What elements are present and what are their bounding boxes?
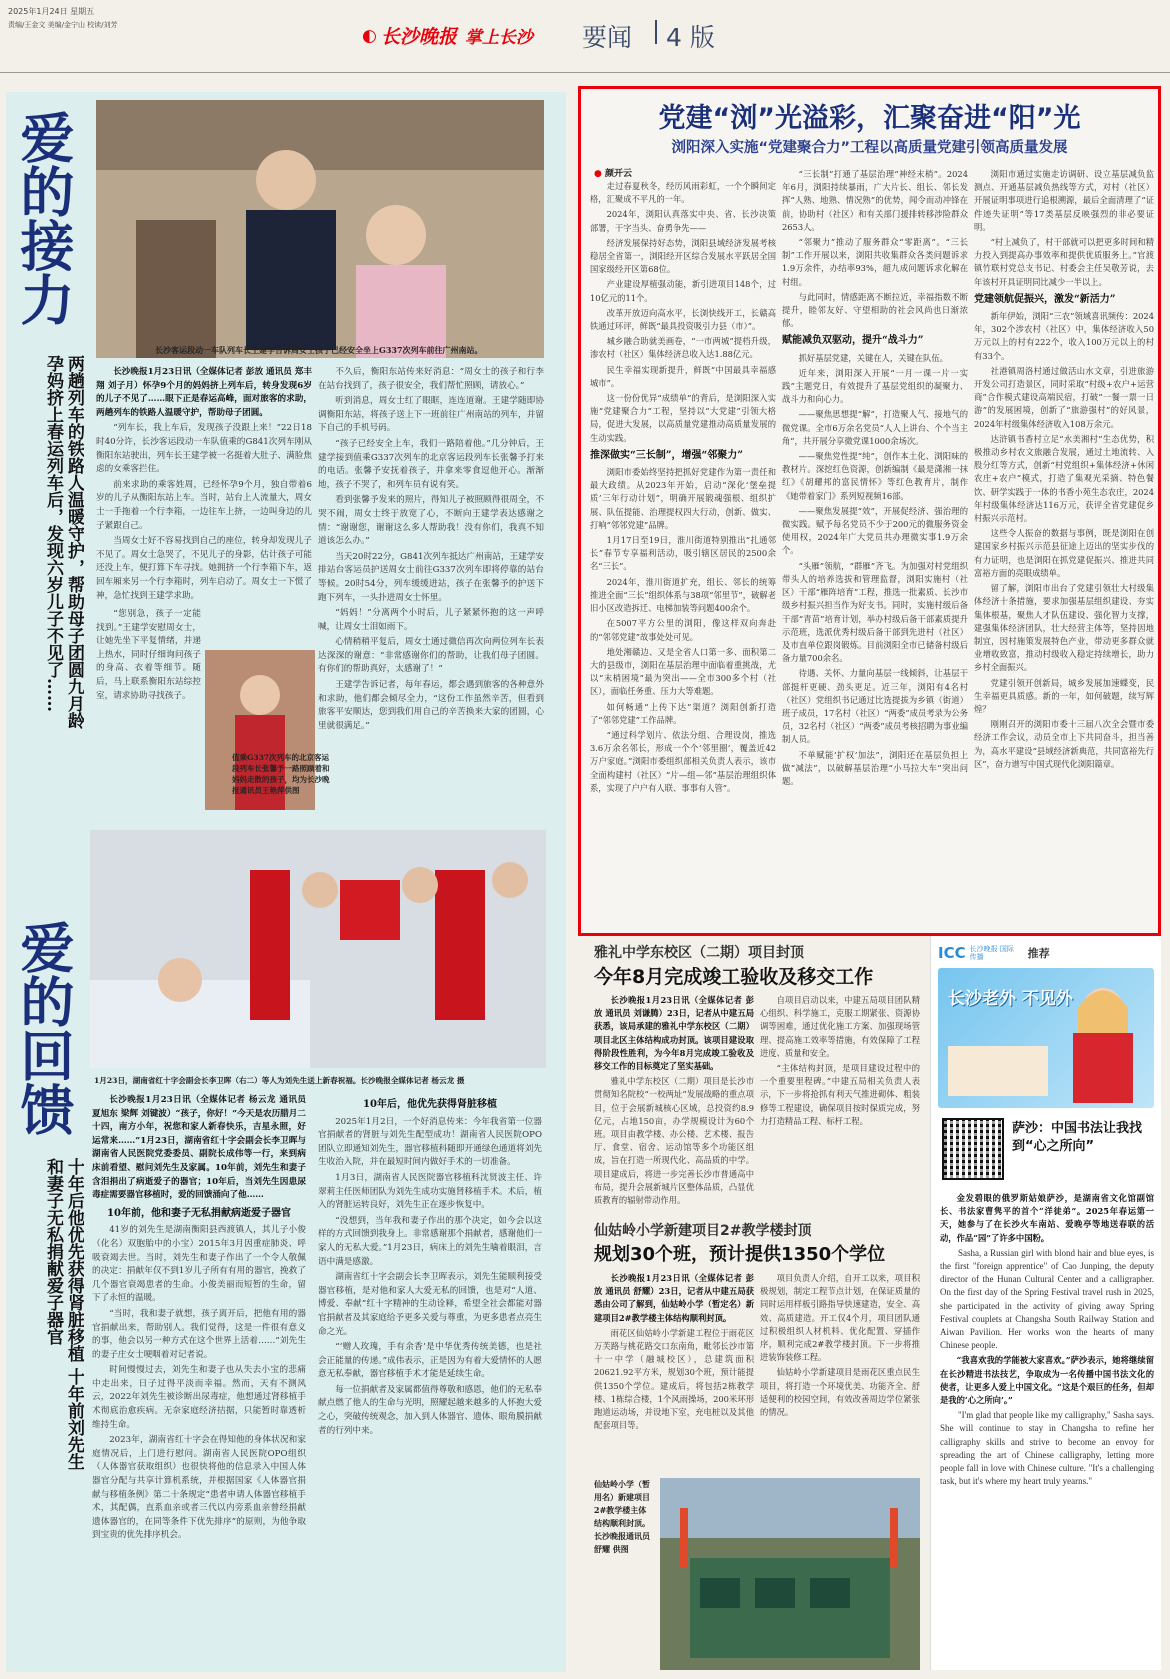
featured-p35: 刚刚召开的浏阳市委十三届八次全会暨市委经济工作会议，动员全市上下共同奋斗，担当善为，高水平建设“县域经济新典范，共同富裕先行区”，奋力谱写中国式现代化浏阳篇章。: [974, 719, 1154, 769]
featured-col2: [782, 168, 968, 928]
story1-p5: “您别急，孩子一定能找到。”王建学安慰周女士，让她先坐下平复情绪，并递上热水，同时仔细询问孩子的身高、衣着等细节。随后，马上联系衡阳东站综控室，请求协助寻找孩子。: [96, 609, 201, 701]
page-number: 4 版: [666, 23, 715, 52]
photo1b-caption: 值乘G337次列车的北京客运段列车长张馨予一路照顾着和妈妈走散的孩子，均为长沙晚报通讯员王艳萍供图: [232, 753, 330, 795]
promo-body: [940, 1192, 1154, 1668]
banner-title: 长沙老外 不见外: [948, 989, 1073, 1009]
story1-p10: 当天20时22分，G841次列车抵达广州南站，王建学安排站台客运员护送周女士前往G337次列车即将停靠的站台等候。20时54分，列车缓缓进站，孩子在张馨予的护送下跑下列车，一头扑进周女士怀里。: [318, 551, 544, 603]
featured-p14: 如何畅通“上传下达”渠道？浏阳创新打造了“邻邻党建”工作品牌。: [590, 701, 776, 725]
promo-brand-row: [938, 944, 1050, 962]
story2-p8: “没想到，当年我和妻子作出的那个决定，如今会以这样的方式回馈到我身上。非常感谢那个捐献者，感谢他们一家人的无私大爱。”1月23日，病床上的刘先生噙着眼泪，言语中满是感激。: [318, 1215, 542, 1267]
yali-col1: [594, 994, 754, 1208]
logo-sub: 掌上长沙: [464, 28, 533, 48]
featured-p1: 走过春夏秋冬，经历风雨彩虹，一个个瞬间定格，汇聚成不平凡的一年。: [590, 181, 776, 205]
header-separator: [655, 20, 657, 44]
promo-tag: 推荐: [1027, 947, 1050, 960]
byline-dot-icon: ●: [594, 169, 602, 179]
featured-p34: 党建引领开创新局，城乡发展加速蝶变，民生幸福更具质感。新的一年，如何破题，续写辉煌？: [974, 677, 1154, 714]
yali-col2: [760, 994, 920, 1208]
story1-p2: “列车长，我上车后，发现孩子没跟上来！”22日18时40分许，长沙客运段动一车队值乘的G841次列车刚从衡阳东站驶出，列车长王建学被一名挺着大肚子、满脸焦虑的女乘客拦住。: [96, 423, 312, 475]
featured-p24: “头雁”领航，“群雁”齐飞。为加强对村党组织带头人的培养选拔和管理监督，浏阳实施村（社区）干部“雁阵培育”工程，推选一批素质、长沙市级乡村振兴担当作为好支书。同时，实施村级后备干部“青苗”培育计划，举办村级后备干部素质提升示范班，选派优秀村级后备干部到先进村（社区）及市直单位跟岗锻炼。目前浏阳全市已储备村级后备力量700余名。: [782, 560, 968, 664]
header-rule: [0, 72, 1170, 73]
story2-p4: 时间慢慢过去，刘先生和妻子也从失去小宝的悲痛中走出来，日子过得平淡而幸福。然而，天有不测风云，2022年刘先生被诊断出尿毒症，他想通过肾移植手术彻底治愈疾病。无奈家庭经济拮据，只能暂时靠透析维持生命。: [92, 1365, 306, 1430]
featured-col1: [590, 180, 776, 928]
photo2-caption: 1月23日，湖南省红十字会副会长李卫晖（右二）等人为刘先生送上新春祝福。长沙晚报全媒体记者 杨云龙 摄: [94, 1076, 465, 1085]
story2-col2: [318, 1094, 542, 1664]
xiangu-p4: 仙姑岭小学新建项目是雨花区重点民生项目，将打造一个环境优美、功能齐全、舒适便利的校园空间，有效改善周边学位紧张的情况。: [760, 1367, 920, 1418]
featured-p13: 地处湘赣边、又是全省人口第一多、面积第二大的县级市，浏阳在基层治理中面临着重挑战，尤以“末梢困境”最为突出——全市300多个村（社区），面临任务重、压力大等难题。: [590, 646, 776, 697]
featured-col3: [974, 168, 1154, 928]
featured-p11: 2024年，淮川街道扩充，组长、邻长的统筹推进全面“三长”组织体系与38项“邻里节”，破解老旧小区改造拆迁、电梯加装等问题400余个。: [590, 576, 776, 614]
yali-lead: 长沙晚报1月23日讯（全媒体记者 彭放 通讯员 刘谦腾）23日，记者从中建五局获悉，该局承建的雅礼中学东校区（二期）项目北区主体结构成功封顶。该项目建设取得阶段性胜利，为今年8月完成竣工验收及移交工作的目标奠定了坚实基础。: [594, 995, 754, 1072]
story2-title: 爱的回馈: [12, 920, 76, 1136]
story2-col1: [92, 1094, 306, 1664]
promo-en-p1: Sasha, a Russian girl with blond hair and blue eyes, is the first "foreign apprentice" of Cao Junping, the deputy director of the Hunan Cultural Center and a calligrapher. On the first day of the Spring Festival travel rush in 2025, she participated in the activity of giving away Spring Festival couplets at Changsha South Railway Station and Aiwan Pavilion. Her works won the hearts of many Chinese people.: [940, 1247, 1154, 1351]
yali-p2: 雅礼中学东校区（二期）项目是长沙市贯彻知名院校“一校两址”发展战略的重点项目，位于会展新城核心区域，总投资约8.9亿元，占地150亩，办学规模设计为60个班。项目由教学楼、办公楼、艺术楼、报告厅、食堂、宿舍、运动馆等多个功能区组成，旨在打造一所现代化、高品质的中学。项目建成后，将进一步完善长沙市普通高中布局，提升会展新城片区整体品质，凸显优质教育的辐射带动作用。: [594, 1076, 754, 1206]
featured-p6: 城乡融合助就美画卷，“一市两城”提档升级，渗农村（社区）集体经济总收入达1.88亿元。: [590, 336, 776, 360]
featured-p20: 近年来，浏阳深入开展“一月一课一片一实践”主题党日，有效提升了基层党组织的凝聚力、战斗力和向心力。: [782, 367, 968, 405]
featured-p2: 2024年，浏阳认真落实中央、省、长沙决策部署，干字当头、奋勇争先——: [590, 209, 776, 233]
story2-p5: 2023年，湖南省红十字会在得知他的身体状况和家庭情况后，上门进行慰问。湖南省人民医院OPO组织（人体器官获取组织）也很快将他的信息录入中国人体器官分配与共享计算机系统，并根据国家《人体器官捐献与移植条例》第二十条规定“患者申请人体器官移植手术，其配偶，直系血亲或者三代以内旁系血亲曾经捐献遗体器官的，在同等条件下优先排序”的原则，为他争取到宝贵的优先排序机会。: [92, 1435, 306, 1541]
photo1-caption: 长沙客运段动一车队列车长王建学告诉周女士孩子已经安全坐上G337次列车前往广州南站。: [155, 345, 483, 355]
featured-p32: 这些令人振奋的数据与事例，既是浏阳在创建国家乡村振兴示范县征途上迈出的坚实步伐的有力证明，也是浏阳在抓党建促振兴、推进共同富裕方面的亮眼成绩单。: [974, 528, 1154, 578]
featured-p22: ——聚焦党性提“纯”，创作本土化、浏阳味的教材片。深挖红色资源，创新编制《最是潇湘一抹红》《胡耀邦的富民情怀》等红色教育片，制作《她带着家门》系列短视频16部。: [782, 451, 968, 501]
yali-p3: 自项目启动以来，中建五局项目团队精心组织、科学施工，克服工期紧张、资源协调等困难，通过优化施工方案、加强现场管理、提高施工效率等措施，有效保障了工程进度、质量和安全。: [760, 995, 920, 1058]
featured-p26: 不单赋能‘扩权’加法”，浏阳还在基层负担上做“减法”，以破解基层治理“小马拉大车”突出问题。: [782, 749, 968, 786]
story2-p9: 湖南省红十字会副会长李卫晖表示，刘先生能顺利接受器官移植，是对他和家人大爱无私的回馈，也是对“人道、博爱、奉献”红十字精神的生动诠释，希望全社会都能对器官捐献者及其家庭给予更多关爱与尊重，为更多患者点亮生命之光。: [318, 1272, 542, 1337]
story1-p6: 不久后，衡阳东站传来好消息：“周女士的孩子和行李在站台找到了，孩子很安全，我们帮忙照顾，请放心。”: [318, 367, 544, 391]
xiangu-kicker: 仙姑岭小学新建项目2#教学楼封顶: [594, 1223, 812, 1239]
promo-banner[interactable]: [938, 968, 1154, 1108]
featured-p31: 达浒镇书香村立足“水美湘村”生态优势，积极推动乡村农文旅融合发展，通过土地流转、入股分红等方式，创新“村党组织+集体经济+休闲农庄+农户”模式，打造了集观光采摘、特色餐饮、研学实践于一体的书香小苑生态农庄，2024年村级集体经济达116万元，获评全省党建促乡村振兴示范村。: [974, 433, 1154, 524]
story2-p7: 1月3日，湖南省人民医院器官移植科沈贤波主任、许翠莉主任医师团队为刘先生成功实施肾移植手术。术后，植入的肾脏运转良好，刘先生正在逐步恢复中。: [318, 1172, 542, 1211]
story1-p12: 心情稍稍平复后，周女士通过微信再次向两位列车长表达深深的谢意：“非常感谢你们的帮助，让我们母子团圆。有你们的帮助真好，太感谢了！”: [318, 637, 544, 675]
yali-title: 今年8月完成竣工验收及移交工作: [594, 966, 874, 988]
masthead-logo: [362, 22, 533, 49]
hospital-photo: [90, 830, 546, 1068]
featured-p16: “三长制”打通了基层治理“神经末梢”。2024年6月，浏阳持续暴雨，广大片长、组长、邻长发挥“人熟、地熟、情况熟”的优势，闻令而动冲锋在前，协助村（社区）和有关部门援排转移涉险群众2653人。: [782, 169, 968, 232]
promo-brand: 长沙晚报 国际传播: [969, 945, 1014, 961]
section-name: 要闻: [582, 23, 633, 52]
story1-title: 爱的接力: [12, 110, 76, 326]
featured-byline: [594, 166, 632, 179]
header-date: 2025年1月24日 星期五: [8, 7, 95, 16]
story1-col2: [318, 366, 544, 750]
story1-lead: 长沙晚报1月23日讯（全媒体记者 彭放 通讯员 郑丰翔 刘子月）怀孕9个月的妈妈挤上列车后，转身发现6岁的儿子不见了……眼下正是春运高峰，面对旅客的求助，两趟列车的铁路人温暖守护，帮助母子团圆。: [96, 367, 312, 418]
story2-p2: 41岁的刘先生是湖南衡阳县西渡镇人，其儿子小俊（化名）双胞胎中的小宝）2015年3月因重症肺炎、呼吸衰竭去世。当时，刘先生和妻子作出了一个令人敬佩的决定：捐献年仅不到1岁儿子所有有用的器官，挽救了几个器官衰竭患者的生命。小俊美丽而短暂的生命，留下了永恒的温暖。: [92, 1225, 306, 1304]
featured-p28: “村上减负了，村干部就可以把更多时间和精力投入到提高办事效率和提供优质服务上。”官渡镇竹联村党总支书记、村委会主任吴敬芳说，去年该村开具证明同比减少一半以上。: [974, 237, 1154, 287]
header-editors: 责编/王金文 美编/金宁山 校读/刘芳: [8, 21, 118, 29]
featured-p10: 1月17日至19日，淮川街道特别推出“扎通邻长”春节专享福利活动，吸引辖区居民的2500余名“三长”。: [590, 535, 776, 572]
featured-p30: 社港镇周洛村通过做活山水文章，引进旅游开发公司打造景区，同时采取“村级+农户+运营商”合作模式建设高端民宿，打破“一餐一票一日游”的发展困境，创新了“旅游强村”的好风景，2024年村级集体经济收入108万余元。: [974, 365, 1154, 429]
story1-col1b: [96, 608, 201, 753]
xiangu-col1: [594, 1272, 754, 1472]
story2-p6: 2025年1月2日，一个好消息传来：今年我省第一位器官捐献者的肾脏与刘先生配型成功！湖南省人民医院OPO团队立即通知刘先生，器官移植科随即开通绿色通道将刘先生收治入院，并在最短时间内做好手术的一切准备。: [318, 1116, 542, 1168]
featured-p27: 浏阳市通过实施走访调研、设立基层减负监测点、开通基层减负热线等方式，对村（社区）开展证明事项进行追根溯源，最后全面清理了“证件迹失证明”等17类基层反映强烈的非必要证明。: [974, 169, 1154, 232]
featured-p21: ——聚焦思想提“解”，打造聚人气、接地气的微党课。全市6万余名党员“人人上讲台、个个当主角”，共开展分享微党课1000余场次。: [782, 409, 968, 446]
icc-logo-icon: ICC: [938, 944, 966, 962]
featured-subtitle: 浏阳深入实施“党建聚合力”工程以高质量党建引领高质量发展: [671, 140, 1068, 156]
story2-p3: “当时，我和妻子就想，孩子离开后，把他有用的器官捐献出来，帮助别人。我们觉得，这是一件很有意义的事，他会以另一种方式在这个世界上活着……”刘先生的妻子庄女士哽咽着对记者说。: [92, 1308, 306, 1360]
xiangu-photo-caption: 仙姑岭小学（暂用名）新建项目2#教学楼主体结构顺利封顶。长沙晚报通讯员 舒耀 供图: [594, 1479, 650, 1554]
featured-p25: 待遇、关怀、力量向基层一线倾斜，让基层干部挺杆更硬、劲头更足。近三年，浏阳有4名村（社区）党组织书记通过比选提拔为乡镇（街道）班子成员，17名村（社区）“两委”成员考录为公务员，32名村（社区）“两委”成员考核招聘为事业编制人员。: [782, 668, 968, 745]
featured-sub2: 赋能减负双驱动，提升“战斗力”: [782, 335, 924, 347]
featured-p29: 新年伊始，浏阳“三农”领域喜讯频传：2024年，302个涉农村（社区）中，集体经济收入50万元以上的村有222个，收入100万元以上的村有33个。: [974, 311, 1154, 361]
featured-p7: 民生幸福实现新提升，鲜既“中国最具幸福感城市”。: [590, 364, 776, 388]
featured-p12: 在5007平方公里的浏阳，像这样双向奔赴的“邻邻党建”故事处处可见。: [590, 618, 776, 642]
story1-p4: 当周女士好不容易找到自己的座位，转身却发现儿子不见了。周女士急哭了，不见儿子的身影，估计孩子可能还没上车，便打算下车寻找。她拥挤一个行李箱下车，返回车厢来另一个行李箱时，列车启动了。周女士一下慌了神，急忙找到王建学求助。: [96, 536, 312, 601]
yali-p4: “主体结构封顶，是项目建设过程中的一个重要里程碑。”中建五局相关负责人表示，下一步将抢抓有利天气推进砌体、粗装修等工程建设，确保项目按时保质完成，努力打造精品工程、标杆工程。: [760, 1063, 920, 1126]
story2-sub1: 10年前，他和妻子无私捐献病逝爱子器官: [107, 1207, 291, 1219]
featured-byline-name: 颜开云: [605, 169, 633, 179]
story1-p3: 前来求助的乘客姓周，已经怀孕9个月，独自带着6岁的儿子从衡阳东站上车。当时，站台上人流量大，周女士一手拖着一个行李箱，一边往车上挤，一边叫身边的儿子紧跟自己。: [96, 479, 312, 531]
qr-code-icon[interactable]: [942, 1118, 1004, 1180]
xiangu-title: 规划30个班，预计提供1350个学位: [594, 1244, 886, 1265]
promo-cn-intro: 金发碧眼的俄罗斯姑娘萨沙，是湖南省文化馆副馆长、书法家曹隽平的首个“洋徒弟”。2025年春运第一天，她参与了在长沙火车南站、爱晚亭等地送春联的活动，作品“园”了许多中国粉。: [940, 1193, 1154, 1243]
hospital-photo-art: [90, 830, 546, 1068]
train-photo-art: [96, 100, 544, 358]
xiangu-p3: 项目负责人介绍，自开工以来，项目积极规划，制定工程节点计划，在保证质量的同时运用样板引路指导快速建造，安全、高效、高质建造。开工仅4个月，项目团队通过积极组织人材机料、优化配置、穿插作序，顺利完成2#教学楼封顶。下一步将推进装饰装修工程。: [760, 1273, 920, 1363]
story1-subtitle: 两趟列车的铁路人温暖守护，帮助母子团圆九月龄孕妈挤上春运列车后，发现六岁儿子不见了……: [43, 355, 84, 729]
banner-person-icon: [1058, 978, 1148, 1103]
logo-icon: ◐: [362, 25, 377, 46]
promo-headline[interactable]: 萨沙：中国书法让我找到“心之所向”: [1012, 1121, 1143, 1154]
promo-en-p2: "I'm glad that people like my calligraphy," Sasha says. She will continue to stay in Changsha to refine her calligraphy skills and strive to become an envoy for spreading the art of Chinese calligraphy, letting more people fall in love with Chinese culture. "It's a challenging task, but it's where my heart truly yearns.": [940, 1410, 1154, 1487]
featured-p5: 改革开放迈向高水平，长浏快线开工，长赣高铁通过环评，鲜既“最具投资吸引力县（市）”。: [590, 307, 776, 332]
banner-inset-image: [948, 1046, 1048, 1096]
construction-photo: [660, 1478, 920, 1670]
xiangu-p2: 雨花区仙姑岭小学新建工程位于雨花区万芙路与桃花路交口东南角，毗邻长沙市第十一中学（融城校区），总建筑面积20621.92平方米，规划30个班，预计能提供1350个学位。建成后，将包括2栋教学楼、1栋综合楼，1个风雨操场，200米环形跑道运动场，并设地下室，充电桩以及其他配套项目等。: [594, 1327, 754, 1431]
story1-p9: 看到张馨予发来的照片，得知儿子被照顾得很周全，不哭不闹，周女士终于放宽了心，不断向王建学表达感谢之情：“谢谢您，谢谢这么多人帮助我！没有你们，我真不知道该怎么办。”: [318, 495, 544, 547]
story1-p7: 听到消息，周女士红了眼眶，连连道谢。王建学随即协调衡阳东站，将孩子送上下一班前往广州南站的列车，并留下自己的手机号码。: [318, 396, 544, 434]
featured-p33: 留了解，浏阳市出台了党建引领壮大村级集体经济十条措施，要求加强基层组织建设、夯实集体根基，聚焦人才队伍建设、强化智力支撑，建强集体经济团队，壮大经营主体等，坚持因地制宜，因村施策发展特色产业，带动更多群众就业增收致富，推动村级收入稳定持续增长，助力乡村全面振兴。: [974, 583, 1154, 673]
story2-sub2: 10年后，他优先获得肾脏移植: [363, 1099, 497, 1110]
featured-p17: “邻聚力”推动了服务群众“零距离”。“三长制”工作开展以来，浏阳共收集群众各类问题诉求1.9万余件，办结率93%，超九成问题诉求化解在村组。: [782, 237, 968, 287]
qr-label: [944, 1120, 1002, 1178]
featured-p9: 浏阳市委始终坚持把抓好党建作为第一责任和最大政绩。从2023年开始，启动“深化‘堡垒提质’三年行动计划”，明确开展锻魂强根、组织扩展、队伍提能、治理提权四大行动，创新、做实、打响“邻邻党建”品牌。: [590, 467, 776, 530]
story2-p10: “‘赠人玫瑰，手有余香’是中华优秀传统美德，也是社会正能量的传递。”成伟表示，正是因为有着大爱情怀的人愿意无私奉献，器官移植手术才能是延续生命。: [318, 1342, 542, 1380]
featured-p4: 产业建设厚植强动能，新引进项目148个，过10亿元的11个。: [590, 279, 776, 303]
featured-title: 党建“浏”光溢彩，汇聚奋进“阳”光: [658, 103, 1081, 134]
yali-kicker: 雅礼中学东校区（二期）项目封顶: [594, 945, 804, 961]
featured-p3: 经济发展保持好态势，浏阳县域经济发展考核稳居全省第一，浏阳经开区综合发展水平跃居全国国家级经开区第68位。: [590, 237, 776, 275]
promo-cn-quote: “我喜欢我的学能被大家喜欢。”萨沙表示，她将继续留在长沙精进书法技艺，争取成为一名传播中国书法文化的使者，让更多人爱上中国文化。“这是个艰巨的任务，但却是我的‘心之所向’。”: [940, 1355, 1154, 1406]
featured-p15: “通过科学划片、依法分组、合理设岗，推选3.6万余名邻长，形成一个个‘邻里圈’，覆盖近42万户家庭。”浏阳市委组织部相关负责人表示，该市全面构建村（社区）“片—组—邻”基层治理组织体系，实现了户户有人联、事事有人管”。: [590, 729, 776, 793]
story1-p8: “孩子已经安全上车，我们一路陪着他。”几分钟后，王建学接到值乘G337次列车的北京客运段列车长张馨予打来的电话。张馨予安抚着孩子，并拿来零食逗他开心。渐渐地，孩子不哭了，和列车员有说有笑。: [318, 438, 544, 490]
story2-p11: 每一位捐献者及家属都值得尊敬和感恩，他们的无私奉献点燃了他人的生命与光明，照耀起越来越多的人怀抱大爱之心，突破传统观念，加入到人体器官、遗体、眼角膜捐献者的行列中来。: [318, 1384, 542, 1436]
story1-p13: 王建学告诉记者，每年春运，都会遇到旅客的各种意外和求助，他们都会倾尽全力，“这份工作虽然辛苦，但看到旅客平安顺达，您到我们用自己的辛苦换来大家的团圆，心里就很满足。”: [318, 680, 544, 731]
featured-p8: 这一份份优异“成绩单”的背后，是浏阳深入实施“党建聚合力”工程，坚持以“大党建”引领大格局，促进大发展，以高质量党建推动高质量发展的生动实践。: [590, 393, 776, 443]
featured-p23: ——聚焦发展提“效”，开展促经济、强治理的微实践。赋予每名党员不少于200元的微服务资金使用权，2024年广大党员共办理微实事1.9万余个。: [782, 505, 968, 556]
story2-subtitle: 十年后他优先获得肾脏移植 十年前刘先生和妻子无私捐献爱子器官: [43, 1158, 84, 1470]
featured-sub3: 党建领航促振兴，激发“新活力”: [974, 293, 1116, 305]
story2-lead: 长沙晚报1月23日讯（全媒体记者 杨云龙 通讯员 夏旭东 梁辉 刘键波）“孩子，你好！”今天是农历腊月二十四，南方小年，祝您和家人新春快乐，吉星永照，好运常来……”1月23日，湖南省红十字会副会长李卫晖与湖南省人民医院党委委员、副院长成伟等一行，来到病床前看望、慰问刘先生及家属。10年前，刘先生和妻子含泪捐出了病逝爱子的器官；10年后，当刘先生因患尿毒症需要器官移植时，爱的回馈涌向了他……: [92, 1095, 306, 1201]
story1-p11: “妈妈！”分离两个小时后，儿子紧紧怀抱的这一声呼喊，让周女士泪如雨下。: [318, 608, 544, 632]
featured-p19: 抓好基层党建，关键在人，关键在队伍。: [798, 352, 948, 363]
logo-text: 长沙晚报: [380, 26, 457, 48]
xiangu-lead: 长沙晚报1月23日讯（全媒体记者 彭放 通讯员 舒耀）23日，记者从中建五局获悉由公司了解到，仙姑岭小学（暂定名）新建项目2#教学楼主体结构顺利封顶。: [594, 1273, 754, 1323]
featured-p18: 与此同时，情感距离不断拉近，幸福指数不断提升，睦邻友好、守望相助的社会风尚也日渐浓郁。: [782, 291, 968, 329]
featured-sub1: 推深做实“三长制”，增强“邻聚力”: [590, 449, 744, 461]
xiangu-col2: [760, 1272, 920, 1472]
construction-photo-art: [660, 1478, 920, 1670]
train-photo: [96, 100, 544, 358]
